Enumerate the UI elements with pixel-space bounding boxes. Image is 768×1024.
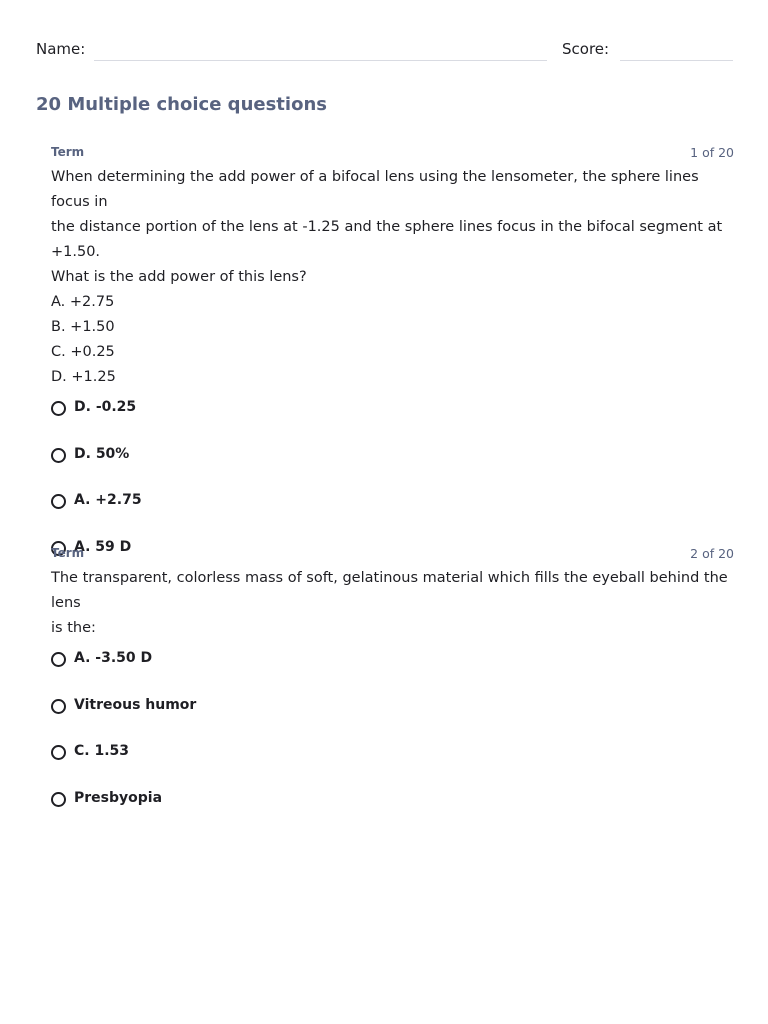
question-text-line: C. +0.25	[51, 344, 115, 360]
answer-option-label: D. -0.25	[74, 399, 137, 415]
answer-option-label: C. 1.53	[74, 743, 130, 759]
name-label: Name:	[36, 40, 86, 58]
question-text-line: B. +1.50	[51, 319, 115, 335]
answer-option-label: D. 50%	[74, 445, 130, 462]
question-text-line: is the:	[51, 620, 96, 636]
radio-button-icon[interactable]	[51, 792, 66, 807]
radio-button-icon[interactable]	[51, 652, 66, 667]
question-text-line: The transparent, colorless mass of soft, gelatinous material which fills the eyeball behind the lens	[51, 570, 728, 611]
term-label: Term	[51, 546, 85, 560]
answer-option[interactable]	[51, 398, 734, 445]
answer-option[interactable]	[51, 649, 734, 696]
answer-option[interactable]	[51, 445, 734, 492]
answer-choices	[51, 649, 734, 835]
answer-option[interactable]	[51, 789, 734, 836]
term-label: Term	[51, 145, 85, 159]
radio-button-icon[interactable]	[51, 494, 66, 509]
radio-button-icon[interactable]	[51, 699, 66, 714]
answer-option[interactable]	[51, 491, 734, 538]
question-meta	[51, 546, 734, 564]
question-meta	[51, 145, 734, 163]
answer-option[interactable]	[51, 742, 734, 789]
question-text-line: What is the add power of this lens?	[51, 269, 307, 285]
answer-option[interactable]	[51, 696, 734, 743]
question-text-line: the distance portion of the lens at -1.25 and the sphere lines focus in the bifocal segment at +1.50.	[51, 219, 723, 260]
radio-button-icon[interactable]	[51, 401, 66, 416]
question-2	[51, 546, 734, 835]
header-row	[36, 38, 734, 64]
answer-option-label: A. +2.75	[74, 492, 142, 508]
question-text	[51, 165, 734, 390]
radio-button-icon[interactable]	[51, 745, 66, 760]
section-title: 20 Multiple choice questions	[36, 94, 327, 115]
answer-option-label: A. 59 D	[74, 538, 132, 555]
question-counter: 2 of 20	[690, 546, 734, 561]
answer-option-label: Vitreous humor	[74, 696, 197, 713]
name-input-line[interactable]	[94, 60, 547, 61]
score-input-line[interactable]	[620, 60, 733, 61]
question-text-line: D. +1.25	[51, 369, 116, 385]
question-text	[51, 566, 734, 641]
score-label: Score:	[562, 40, 610, 58]
question-text-line: When determining the add power of a bifocal lens using the lensometer, the sphere lines focus in	[51, 169, 699, 210]
question-text-line: A. +2.75	[51, 294, 115, 310]
question-counter: 1 of 20	[690, 145, 734, 160]
question-1	[51, 145, 734, 584]
radio-button-icon[interactable]	[51, 448, 66, 463]
answer-option-label: Presbyopia	[74, 789, 163, 806]
answer-option-label: A. -3.50 D	[74, 650, 153, 666]
